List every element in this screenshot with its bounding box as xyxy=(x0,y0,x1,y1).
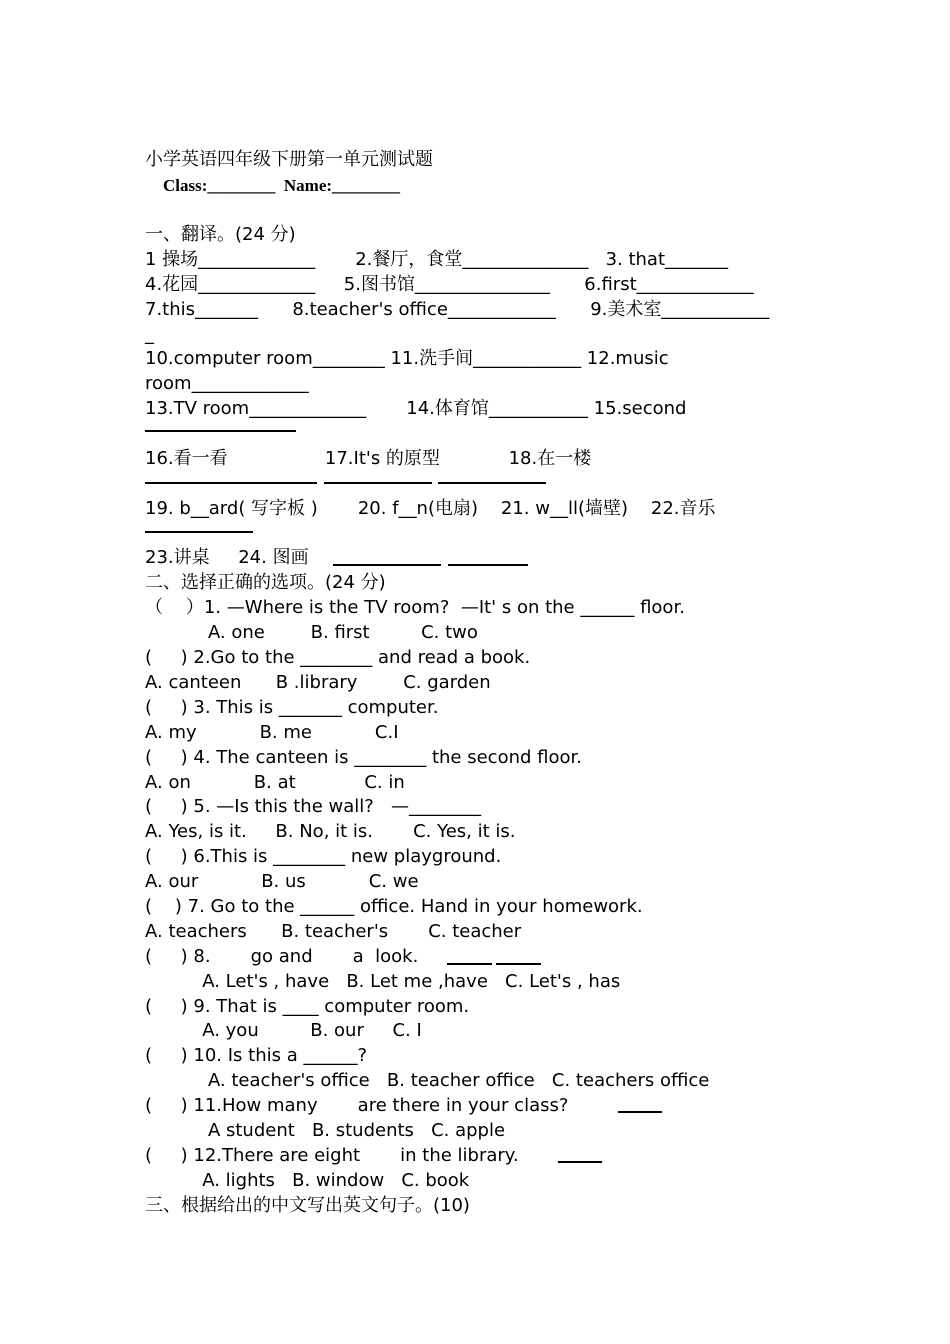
translation-line-3: 7.this_______ 8.teacher's office____________ 9.美术室____________ xyxy=(145,299,770,320)
question-1: （ ）1. —Where is the TV room? —It' s on the ______ floor. xyxy=(145,597,685,618)
translation-line-2: 4.花园_____________ 5.图书馆_______________ 6.first_____________ xyxy=(145,274,754,295)
page-title: 小学英语四年级下册第一单元测试题 xyxy=(145,149,433,170)
answer-rule xyxy=(618,1111,662,1113)
question-4-options: A. on B. at C. in xyxy=(145,772,405,793)
question-7-options: A. teachers B. teacher's C. teacher xyxy=(145,921,522,942)
class-name-line: Class:________ Name:________ xyxy=(163,176,401,195)
question-3: ( ) 3. This is _______ computer. xyxy=(145,697,439,718)
question-7: ( ) 7. Go to the ______ office. Hand in your homework. xyxy=(145,896,643,917)
answer-rule xyxy=(324,482,432,484)
question-10-options: A. teacher's office B. teacher office C. teachers office xyxy=(145,1070,710,1091)
question-6-options: A. our B. us C. we xyxy=(145,871,419,892)
question-5: ( ) 5. —Is this the wall? —________ xyxy=(145,796,481,817)
question-8: ( ) 8. go and a look. xyxy=(145,946,419,967)
question-9-options: A. you B. our C. I xyxy=(145,1020,422,1041)
answer-rule xyxy=(448,564,528,566)
question-1-options: A. one B. first C. two xyxy=(145,622,478,643)
answer-rule xyxy=(145,430,296,432)
translation-line-7: 19. b__ard( 写字板 ) 20. f__n(电扇) 21. w__ll(墙壁) 22.音乐 xyxy=(145,498,716,519)
translation-line-8: 23.讲桌 24. 图画 xyxy=(145,547,309,568)
question-11: ( ) 11.How many are there in your class? xyxy=(145,1095,569,1116)
question-12: ( ) 12.There are eight in the library. xyxy=(145,1145,519,1166)
answer-rule xyxy=(447,963,492,965)
question-12-options: A. lights B. window C. book xyxy=(145,1170,470,1191)
answer-rule xyxy=(145,482,317,484)
question-4: ( ) 4. The canteen is ________ the second floor. xyxy=(145,747,582,768)
question-8-options: A. Let's , have B. Let me ,have C. Let's , has xyxy=(145,971,621,992)
answer-rule xyxy=(438,482,546,484)
section2-heading: 二、选择正确的选项。(24 分) xyxy=(145,572,386,593)
translation-line-6: 16.看一看 17.It's 的原型 18.在一楼 xyxy=(145,448,592,469)
translation-line-5: 13.TV room_____________ 14.体育馆___________ 15.second xyxy=(145,398,687,419)
translation-line-4-cont: room_____________ xyxy=(145,373,309,394)
question-9: ( ) 9. That is ____ computer room. xyxy=(145,996,470,1017)
answer-rule xyxy=(333,564,441,566)
answer-rule xyxy=(496,963,541,965)
translation-line-3-overflow: _ xyxy=(145,324,154,345)
question-2-options: A. canteen B .library C. garden xyxy=(145,672,491,693)
question-11-options: A student B. students C. apple xyxy=(145,1120,506,1141)
question-10: ( ) 10. Is this a ______? xyxy=(145,1045,368,1066)
translation-line-4: 10.computer room________ 11.洗手间____________ 12.music xyxy=(145,348,669,369)
section3-heading: 三、根据给出的中文写出英文句子。(10) xyxy=(145,1195,470,1216)
answer-rule xyxy=(558,1161,602,1163)
translation-line-1: 1 操场_____________ 2.餐厅，食堂______________ 3. that_______ xyxy=(145,249,729,270)
question-6: ( ) 6.This is ________ new playground. xyxy=(145,846,502,867)
answer-rule xyxy=(145,531,253,533)
section1-heading: 一、翻译。(24 分) xyxy=(145,224,296,245)
question-5-options: A. Yes, is it. B. No, it is. C. Yes, it is. xyxy=(145,821,516,842)
question-2: ( ) 2.Go to the ________ and read a book. xyxy=(145,647,531,668)
question-3-options: A. my B. me C.I xyxy=(145,722,399,743)
